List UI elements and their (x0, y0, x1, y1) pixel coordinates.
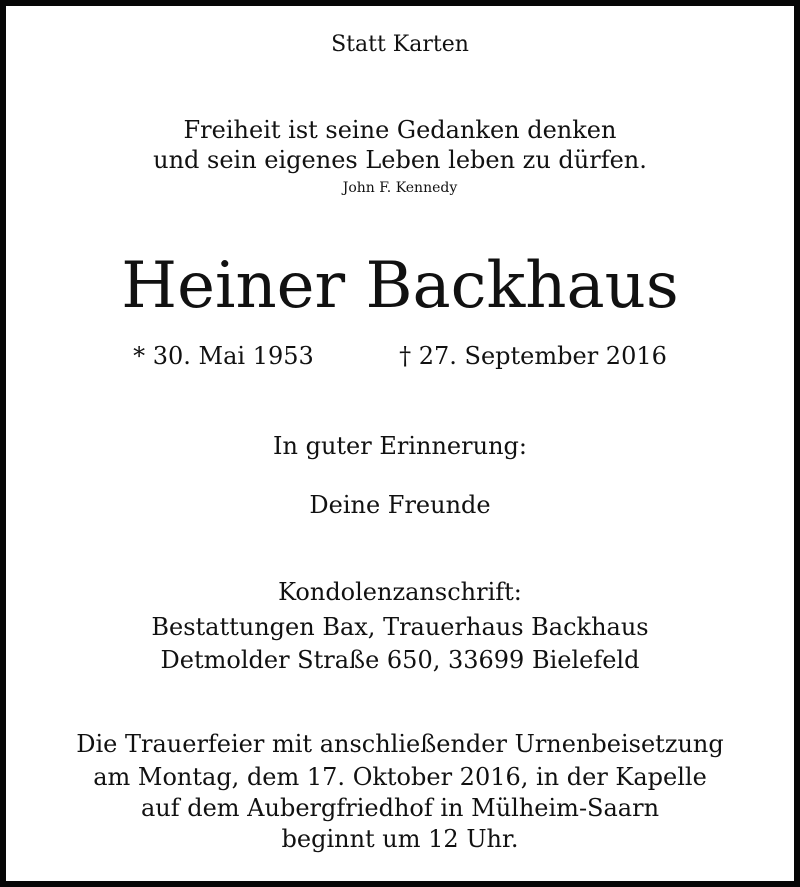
remembrance-text: In guter Erinnerung: (273, 432, 527, 460)
condolence-address-line: Bestattungen Bax, Trauerhaus Backhaus (151, 613, 649, 641)
quote-line: Freiheit ist seine Gedanken denken (183, 116, 617, 144)
birth-date: * 30. Mai 1953 (133, 342, 314, 370)
ceremony-line: auf dem Aubergfriedhof in Mülheim-Saarn (140, 794, 660, 822)
ceremony-line: Die Trauerfeier mit anschließender Urnenbeisetzung (76, 730, 724, 758)
life-dates (6, 344, 794, 368)
quote-author: John F. Kennedy (342, 180, 458, 196)
quote-line: und sein eigenes Leben leben zu dürfen. (153, 146, 647, 174)
ceremony-line: am Montag, dem 17. Oktober 2016, in der Kapelle (93, 763, 707, 791)
condolence-address-line: Detmolder Straße 650, 33699 Bielefeld (160, 646, 640, 674)
death-date: † 27. September 2016 (399, 342, 667, 370)
header-text: Statt Karten (331, 32, 469, 57)
signature: Deine Freunde (309, 491, 491, 519)
condolence-label: Kondolenzanschrift: (278, 578, 522, 606)
ceremony-line: beginnt um 12 Uhr. (281, 825, 519, 853)
deceased-name: Heiner Backhaus (121, 249, 679, 323)
